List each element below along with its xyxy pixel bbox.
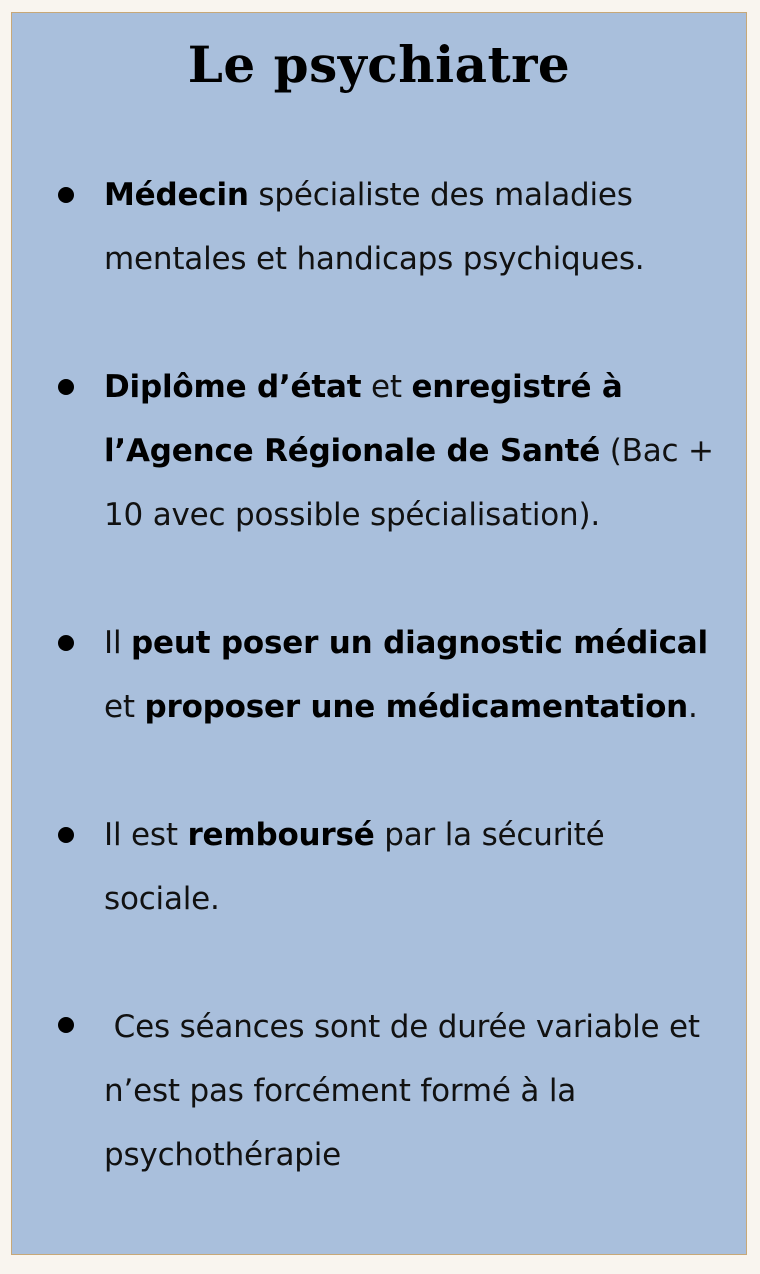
bullet-dot-icon: [58, 827, 74, 843]
bullet-bold-segment: enregistré à l’Agence Régionale de Santé: [104, 369, 623, 469]
bullet-bold-segment: remboursé: [187, 817, 375, 853]
bullet-bold-segment: peut poser un diagnostic médical: [131, 625, 708, 661]
bullet-segment: Il est: [104, 817, 188, 853]
bullet-text: [104, 995, 728, 1187]
bullet-segment: et: [361, 369, 412, 405]
bullet-text: [104, 355, 728, 547]
bullet-text: [104, 803, 728, 931]
bullet-segment: par la sécurité sociale.: [104, 817, 605, 917]
bullet-segment: spécialiste des maladies mentales et handicaps psychiques.: [104, 177, 645, 277]
bullet-text: [104, 611, 728, 739]
bullet-bold-segment: Médecin: [104, 177, 249, 213]
bullet-dot-icon: [58, 635, 74, 651]
bullet-segment: Il: [104, 625, 132, 661]
info-card: [11, 12, 747, 1255]
bullet-text: [104, 163, 728, 291]
bullet-dot-icon: [58, 187, 74, 203]
bullet-dot-icon: [58, 379, 74, 395]
page-title: Le psychiatre: [187, 35, 571, 94]
bullet-segment: et: [104, 689, 145, 725]
bullet-bold-segment: proposer une médicamentation: [144, 689, 689, 725]
bullet-segment: .: [688, 689, 698, 725]
bullet-segment: Ces séances sont de durée variable et n’est pas forcément formé à la psychothérapie: [104, 1009, 710, 1173]
bullet-segment: (Bac + 10 avec possible spécialisation).: [104, 433, 714, 533]
bullet-dot-icon: [58, 1017, 74, 1033]
bullet-bold-segment: Diplôme d’état: [104, 369, 362, 405]
